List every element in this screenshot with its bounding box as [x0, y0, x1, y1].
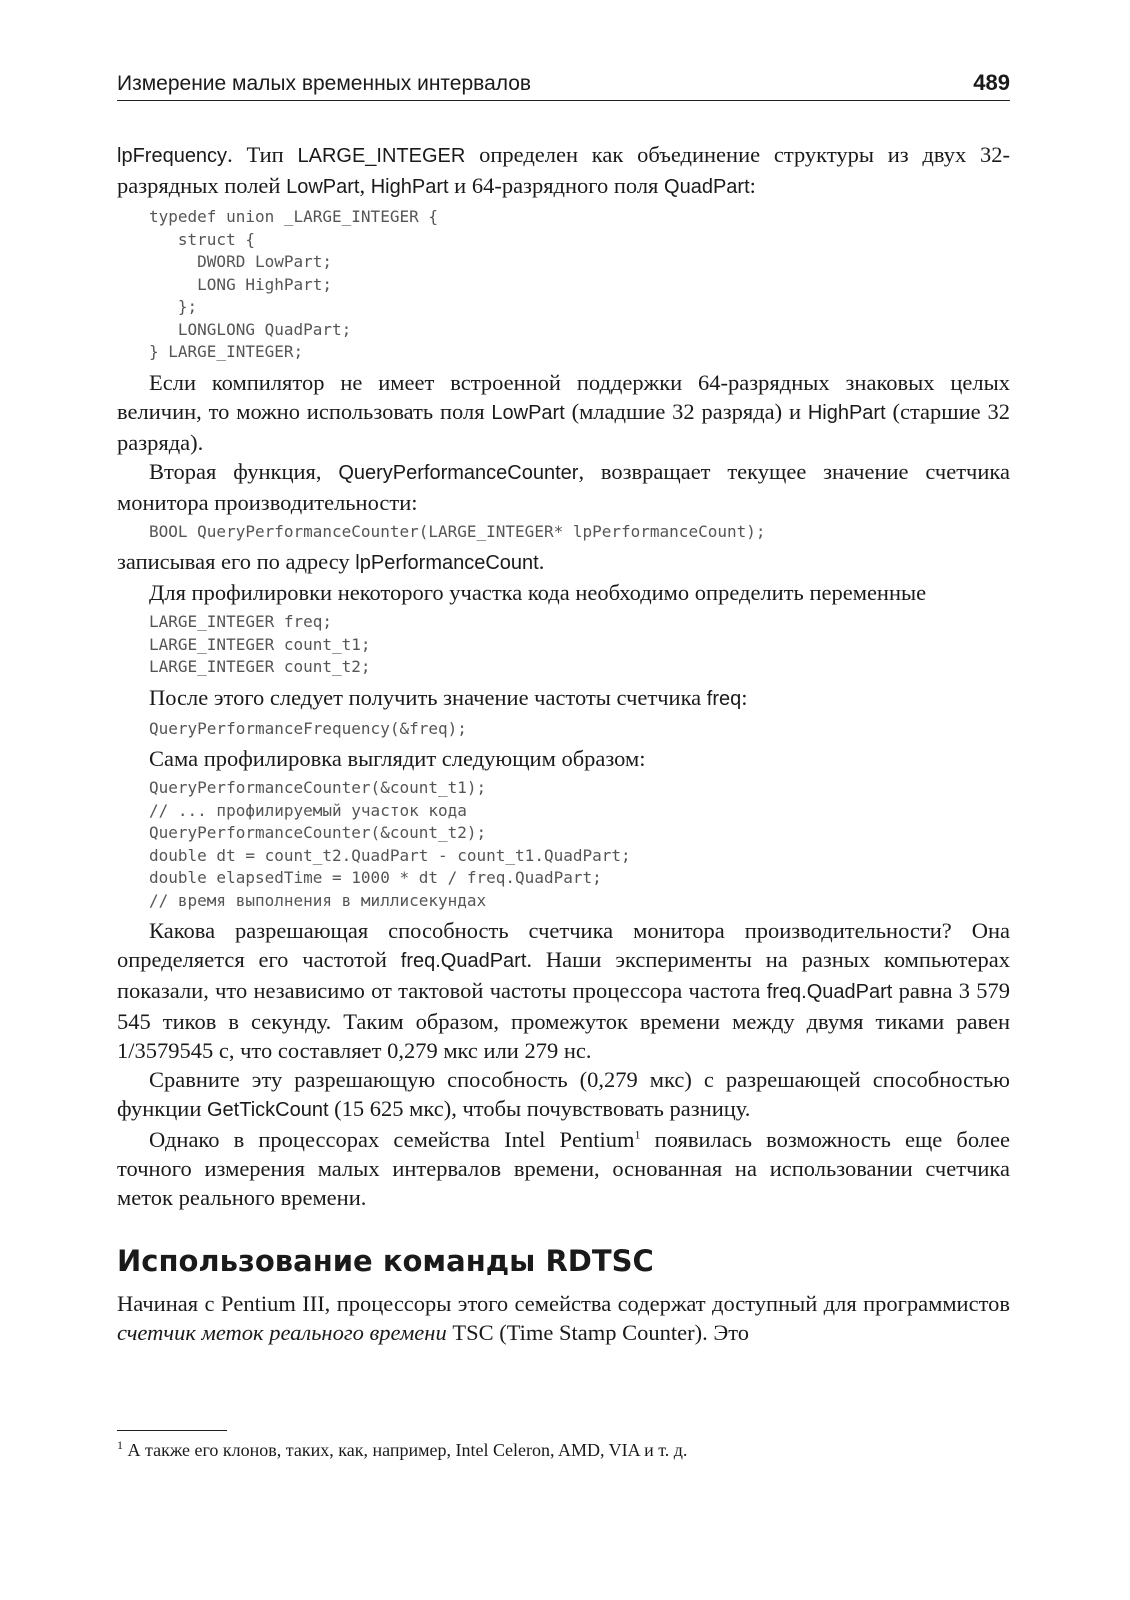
text-run: и 64-разрядного поля	[448, 173, 665, 198]
code-term: LowPart	[286, 176, 360, 198]
code-term: HighPart	[807, 401, 886, 424]
code-term: freq	[706, 687, 742, 710]
code-term: lpPerformanceCount	[355, 552, 539, 574]
text-run: Начиная с Pentium III, процессоры этого семейства содержат доступный для программистов	[117, 1291, 1010, 1316]
code-term: LARGE_INTEGER	[297, 145, 466, 167]
code-term: LowPart	[491, 401, 565, 424]
code-block: QueryPerformanceCounter(&count_t1); // ... профилируемый участок кода QueryPerformanceCounter(&count_t2); double dt = count_t2.QuadPart - count_t1.QuadPart; double elapsedTime = 1000 * dt / freq.QuadPart; // время выполнения в миллисекундах	[149, 778, 631, 910]
text-run: . Тип	[227, 142, 298, 167]
text-run: . Наши эксперименты на разных компьютерах показали, что независимо от тактовой частоты процессора частота	[117, 947, 1010, 1003]
paragraph	[117, 1289, 1010, 1347]
footnote-rule	[117, 1430, 227, 1431]
text-run: записывая его по адресу	[117, 549, 356, 574]
paragraph	[117, 457, 1010, 517]
text-run: Сравните эту разрешающую способность (0,279 мкс) с разрешающей способностью функции	[117, 1067, 1010, 1121]
footnote	[117, 1440, 1010, 1461]
text-run: определен как объединение структуры из двух 32-разрядных полей	[117, 142, 1010, 198]
paragraph	[117, 578, 1010, 607]
text-run: равна 3 579 545 тиков в секунду. Таким образом, промежуток времени между двумя тиками равен 1/3579545 с, что составляет 0,279 мкс или 279 нс.	[117, 978, 1011, 1063]
code-term: freq.QuadPart	[400, 950, 527, 972]
code-term: freq.QuadPart	[766, 981, 893, 1003]
text-run: (младшие 32 разряда) и	[564, 398, 808, 424]
code-block: typedef union _LARGE_INTEGER { struct { DWORD LowPart; LONG HighPart; }; LONGLONG QuadPart; } LARGE_INTEGER;	[149, 207, 438, 361]
footnote-text: А также его клонов, таких, как, например, Intel Celeron, AMD, VIA и т. д.	[123, 1440, 688, 1460]
text-run: появилась возможность еще более точного измерения малых интервалов времени, основанная на использовании счетчика меток реального времени.	[117, 1127, 1011, 1210]
code-term: QueryPerformanceCounter	[338, 461, 579, 484]
body-text	[117, 140, 1010, 1347]
book-page	[117, 62, 1010, 1347]
paragraph	[117, 547, 1010, 578]
text-run: ,	[359, 173, 371, 198]
code-term: HighPart	[370, 176, 449, 198]
text-run: , возвращает текущее значение счетчика монитора производительности:	[117, 458, 1010, 515]
code-block: LARGE_INTEGER freq; LARGE_INTEGER count_t1; LARGE_INTEGER count_t2;	[149, 612, 371, 676]
emphasis: счетчик меток реального времени	[117, 1320, 447, 1345]
code-block: QueryPerformanceFrequency(&freq);	[149, 718, 467, 738]
footnote-mark: 1	[117, 1438, 123, 1452]
text-run: :	[749, 173, 756, 198]
code-term: lpFrequency	[117, 145, 228, 167]
paragraph	[117, 368, 1010, 457]
text-run: Сама профилировка выглядит следующим образом:	[149, 746, 646, 771]
text-run: :	[741, 684, 748, 710]
text-run: Для профилировки некоторого участка кода необходимо определить переменные	[149, 580, 927, 605]
text-run: (15 625 мкс), чтобы почувствовать разницу.	[328, 1096, 751, 1121]
text-run: TSC (Time Stamp Counter). Это	[446, 1320, 750, 1345]
footnote-ref: 1	[634, 1127, 641, 1142]
text-run: Какова разрешающая способность счетчика монитора производительности? Она определяется его частотой	[117, 918, 1010, 972]
code-term: GetTickCount	[207, 1099, 329, 1121]
paragraph	[117, 1125, 1010, 1212]
text-run: Если компилятор не имеет встроенной поддержки 64-разрядных знаковых целых величин, то можно использовать поля	[117, 369, 1010, 424]
text-run: Однако в процессорах семейства Intel Pentium	[149, 1127, 635, 1152]
section-heading: Использование команды RDTSC	[117, 1244, 654, 1278]
page-number: 489	[973, 70, 1010, 95]
text-run: (старшие 32 разряда).	[117, 398, 1010, 455]
text-run: Вторая функция,	[149, 458, 339, 484]
chapter-title: Измерение малых временных интервалов	[117, 72, 532, 95]
running-head	[117, 62, 1010, 101]
text-run: После этого следует получить значение частоты счетчика	[149, 684, 707, 710]
paragraph	[117, 683, 1010, 714]
paragraph	[117, 1065, 1010, 1125]
code-term: QuadPart	[664, 176, 750, 198]
paragraph	[117, 744, 1010, 773]
paragraph	[117, 916, 1010, 1065]
text-run: .	[538, 549, 545, 574]
code-block: BOOL QueryPerformanceCounter(LARGE_INTEGER* lpPerformanceCount);	[149, 521, 766, 541]
paragraph	[117, 140, 1010, 202]
